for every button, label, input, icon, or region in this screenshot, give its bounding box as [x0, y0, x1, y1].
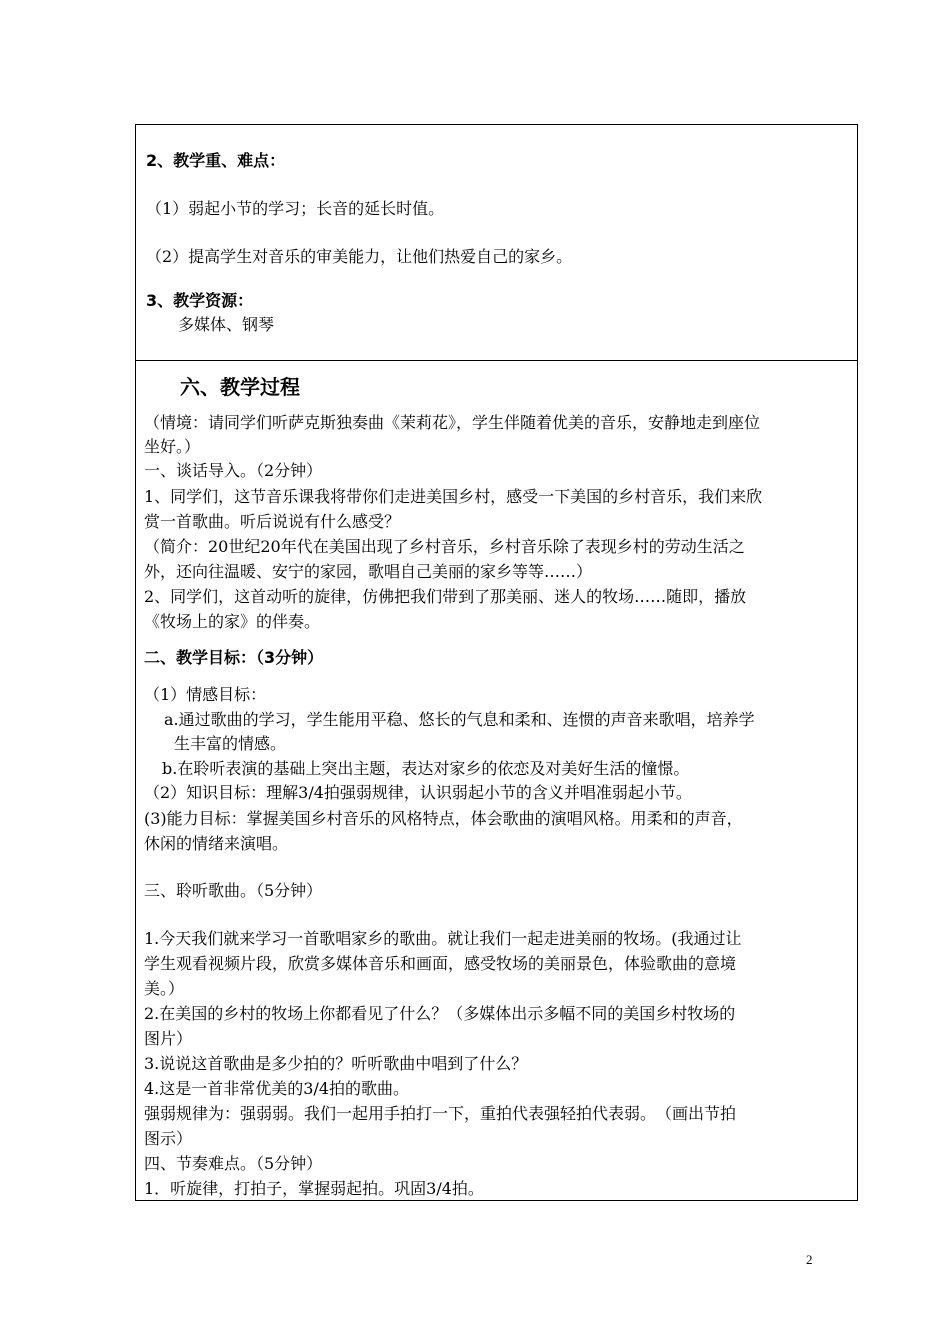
- process-line: 外，还向往温暖、安宁的家园，歌唱自己美丽的家乡等等……）: [144, 562, 593, 581]
- process-line: 坐好。）: [144, 437, 201, 456]
- process-line: 一、谈话导入。（2分钟）: [144, 461, 323, 480]
- key-point-2: （2）提高学生对音乐的审美能力，让他们热爱自己的家乡。: [146, 247, 573, 266]
- resources-heading: 3、教学资源：: [146, 291, 254, 310]
- goals-line: (3)能力目标：掌握美国乡村音乐的风格特点，体会歌曲的演唱风格。用柔和的声音，: [144, 809, 743, 828]
- process-line: 2、同学们，这首动听的旋律，仿佛把我们带到了那美丽、迷人的牧场……随即，播放: [144, 587, 747, 606]
- goals-line: （2）知识目标：理解3/4拍强弱规律，认识弱起小节的含义并唱准弱起小节。: [144, 783, 692, 802]
- listen-line: 4.这是一首非常优美的3/4拍的歌曲。: [144, 1079, 410, 1098]
- process-line: 1、同学们，这节音乐课我将带你们走进美国乡村，感受一下美国的乡村音乐，我们来欣: [144, 487, 763, 506]
- listen-line: 学生观看视频片段，欣赏多媒体音乐和画面，感受牧场的美丽景色，体验歌曲的意境: [144, 954, 737, 973]
- goals-line: 生丰富的情感。: [174, 734, 287, 753]
- listen-line: 美。）: [144, 979, 185, 998]
- key-points-heading: 2、教学重、难点：: [146, 151, 286, 170]
- goals-line: b.在聆听表演的基础上突出主题，表达对家乡的依恋及对美好生活的憧憬。: [162, 759, 690, 778]
- listen-line: 2.在美国的乡村的牧场上你都看见了什么？（多媒体出示多幅不同的美国乡村牧场的: [144, 1004, 736, 1023]
- goals-line: （1）情感目标：: [144, 685, 267, 704]
- key-point-1: （1）弱起小节的学习；长音的延长时值。: [146, 199, 445, 218]
- process-heading: 六、教学过程: [180, 375, 300, 399]
- listen-line: 1．听旋律，打拍子，掌握弱起拍。巩固3/4拍。: [144, 1179, 484, 1198]
- process-line: （情境：请同学们听萨克斯独奏曲《茉莉花》，学生伴随着优美的音乐，安静地走到座位: [144, 413, 761, 432]
- key-points-cell: [136, 125, 857, 361]
- goals-line: 休闲的情绪来演唱。: [144, 834, 289, 853]
- goals-line: a.通过歌曲的学习，学生能用平稳、悠长的气息和柔和、连惯的声音来歌唱，培养学: [164, 710, 755, 729]
- listen-line: 图片）: [144, 1029, 193, 1048]
- listen-heading: 三、聆听歌曲。（5分钟）: [144, 881, 323, 900]
- goals-heading: 二、教学目标：（3分钟）: [144, 648, 324, 667]
- listen-line: 图示）: [144, 1129, 193, 1148]
- page-number: 2: [806, 1252, 813, 1267]
- process-line: 赏一首歌曲。听后说说有什么感受？: [144, 512, 401, 531]
- listen-line: 3.说说这首歌曲是多少拍的？听听歌曲中唱到了什么？: [144, 1054, 528, 1073]
- resources-text: 多媒体、钢琴: [178, 315, 275, 334]
- listen-line: 四、节奏难点。（5分钟）: [144, 1154, 323, 1173]
- lesson-plan-table: [135, 124, 858, 1201]
- process-line: （简介：20世纪20年代在美国出现了乡村音乐，乡村音乐除了表现乡村的劳动生活之: [144, 537, 745, 556]
- listen-line: 强弱规律为：强弱弱。我们一起用手拍打一下，重拍代表强轻拍代表弱。 （画出节拍: [144, 1104, 737, 1123]
- teaching-process-cell: [136, 361, 857, 1200]
- process-line: 《牧场上的家》的伴奏。: [144, 612, 321, 631]
- listen-line: 1.今天我们就来学习一首歌唱家乡的歌曲。就让我们一起走进美丽的牧场。(我通过让: [144, 929, 742, 948]
